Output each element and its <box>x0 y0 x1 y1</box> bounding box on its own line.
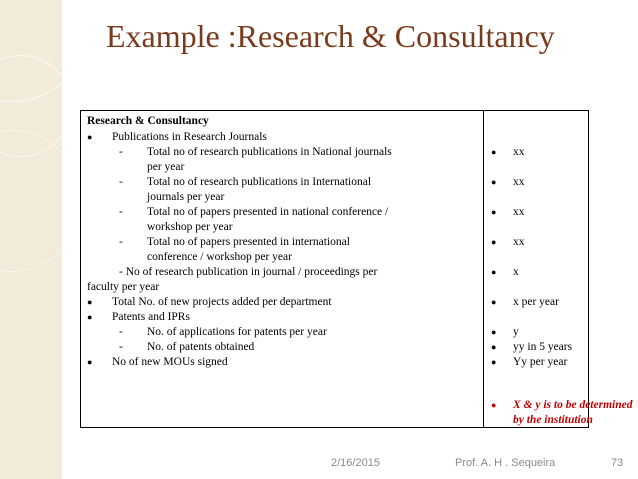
footer-author: Prof. A. H . Sequeira <box>455 457 556 469</box>
bullet-icon: ● <box>491 297 497 307</box>
dash-icon: - <box>119 176 123 188</box>
column-divider <box>483 111 484 427</box>
bullet-icon: ● <box>491 342 497 352</box>
bullet-icon: ● <box>491 237 497 247</box>
sub-item-publications-per-faculty-cont: faculty per year <box>87 281 160 293</box>
slide-title: Example :Research & Consultancy <box>106 18 555 54</box>
bullet-icon: ● <box>87 297 93 307</box>
bullet-icon: ● <box>491 207 497 217</box>
bullet-icon: ● <box>491 267 497 277</box>
dash-icon: - <box>119 146 123 158</box>
dash-icon: - <box>119 206 123 218</box>
decorative-circle <box>0 130 82 272</box>
bullet-icon: ● <box>87 357 93 367</box>
bullet-icon: ● <box>491 357 497 367</box>
bullet-icon: ● <box>491 327 497 337</box>
bullet-icon: ● <box>491 400 497 410</box>
bullet-icon: ● <box>491 177 497 187</box>
bullet-icon: ● <box>491 147 497 157</box>
footer-date: 2/16/2015 <box>331 457 380 469</box>
bullet-icon: ● <box>87 312 93 322</box>
decorative-side-band <box>0 0 62 479</box>
footer-page-number: 73 <box>611 457 624 469</box>
bullet-icon: ● <box>87 132 93 142</box>
table-heading: Research & Consultancy <box>87 115 209 127</box>
dash-icon: - <box>119 326 123 338</box>
sub-item-publications-per-faculty: - No of research publication in journal / proceedings per <box>119 266 378 278</box>
dash-icon: - <box>119 236 123 248</box>
dash-icon: - <box>119 341 123 353</box>
content-table: Research & Consultancy ● Publications in Research Journals - Total no of research publications in National journals per year - Total no of research publications in International journals per year - Total no of papers presented in national conference / workshop per year - Total no of papers presented in international conference / workshop per year - No of research publication in journal / proceedings per faculty per year ● Total No. of new projects added per department ● Patents and IPRs - No. of applications for patents per year - No. of patents obtained ● No of new MOUs signed ● xx ● xx ● xx ● xx ● x ● x per year ● y ● yy in 5 years ● Yy per year ● X & y is to be determined by the institution <box>80 110 589 428</box>
